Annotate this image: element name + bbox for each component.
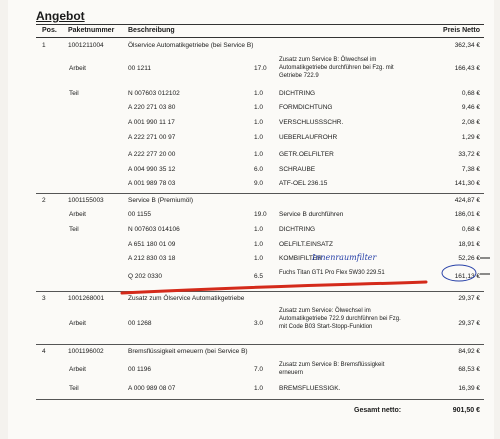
- item-row: [36, 90, 484, 100]
- item-menge: 1.0: [254, 119, 264, 126]
- item-netto: 9,46 €: [461, 104, 480, 111]
- item-nr: A 222 277 20 00: [128, 151, 176, 158]
- item-nr: A 001 989 78 03: [128, 180, 176, 187]
- item-netto: 186,01 €: [454, 211, 480, 218]
- position-netto: 84,92 €: [458, 348, 480, 355]
- item-text: Zusatz zum Service B: Bremsflüssigkeit erneuern: [279, 362, 385, 376]
- position-row: [36, 197, 484, 207]
- item-nr: A 222 271 00 97: [128, 134, 176, 141]
- item-row: [36, 56, 484, 82]
- item-netto: 1,29 €: [461, 134, 480, 141]
- item-row: [36, 166, 484, 176]
- item-row: [36, 226, 484, 236]
- item-text: DICHTRING: [279, 226, 316, 233]
- item-menge: 19.0: [254, 211, 267, 218]
- position-desc: Zusatz zum Ölservice Automatikgetriebe: [128, 295, 245, 302]
- item-row: [36, 104, 484, 114]
- divider: [36, 193, 484, 194]
- item-row: [36, 307, 484, 341]
- item-netto: 29,37 €: [458, 320, 480, 327]
- item-menge: 7.0: [254, 366, 264, 373]
- total-row: [36, 405, 484, 417]
- item-netto: 33,72 €: [458, 151, 480, 158]
- item-nr: N 007603 012102: [128, 90, 180, 97]
- header-paketnummer: Paketnummer: [68, 27, 115, 34]
- item-nr: A 651 180 01 09: [128, 241, 176, 248]
- item-row: [36, 255, 484, 265]
- item-netto: 7,38 €: [461, 166, 480, 173]
- item-nr: A 212 830 03 18: [128, 255, 176, 262]
- position-number: 2: [42, 197, 46, 204]
- item-text: DICHTRING: [279, 90, 316, 97]
- item-row: [36, 180, 484, 190]
- position-paket: 1001196002: [68, 348, 104, 355]
- item-menge: 1.0: [254, 226, 264, 233]
- divider: [36, 291, 484, 292]
- item-menge: 9.0: [254, 180, 264, 187]
- item-menge: 6.0: [254, 166, 264, 173]
- item-netto: 52,26 €: [458, 255, 480, 262]
- item-art: Arbeit: [69, 65, 86, 72]
- item-netto: 68,53 €: [458, 366, 480, 373]
- item-menge: 1.0: [254, 255, 264, 262]
- item-netto: 2,08 €: [461, 119, 480, 126]
- document-title: Angebot: [36, 9, 85, 23]
- position-netto: 29,37 €: [458, 295, 480, 302]
- item-nr: A 220 271 03 80: [128, 104, 176, 111]
- item-netto: 0,68 €: [461, 226, 480, 233]
- item-menge: 1.0: [254, 90, 264, 97]
- item-row: [36, 241, 484, 251]
- item-netto: 18,91 €: [458, 241, 480, 248]
- item-nr: N 007603 014106: [128, 226, 180, 233]
- position-row: [36, 42, 484, 52]
- item-nr: A 004 990 35 12: [128, 166, 176, 173]
- header-pos: Pos.: [42, 27, 57, 34]
- item-text: UEBERLAUFROHR: [279, 134, 338, 141]
- item-text: GETR.OELFILTER: [279, 151, 334, 158]
- total-label: Gesamt netto:: [354, 407, 402, 414]
- item-netto: 161,13 €: [454, 273, 480, 280]
- item-netto: 166,43 €: [454, 65, 480, 72]
- item-nr: 00 1196: [128, 366, 152, 373]
- item-menge: 1.0: [254, 134, 264, 141]
- item-menge: 1.0: [254, 104, 264, 111]
- header-preis-netto: Preis Netto: [443, 27, 480, 34]
- item-art: Arbeit: [69, 366, 86, 373]
- item-menge: 3.0: [254, 320, 264, 327]
- item-text: KOMBIFILTER: [279, 255, 322, 262]
- item-text: Fuchs Titan GT1 Pro Flex 5W30 229.51: [279, 270, 385, 276]
- item-row: [36, 361, 484, 379]
- item-netto: 141,30 €: [454, 180, 480, 187]
- item-netto: 0,68 €: [461, 90, 480, 97]
- position-row: [36, 295, 484, 305]
- item-row: [36, 119, 484, 129]
- position-number: 1: [42, 42, 46, 49]
- position-row: [36, 348, 484, 358]
- divider: [36, 344, 484, 345]
- item-nr: 00 1155: [128, 211, 152, 218]
- item-nr: Q 202 0330: [128, 273, 162, 280]
- total-value: 901,50 €: [452, 407, 480, 414]
- item-text: FORMDICHTUNG: [279, 104, 333, 111]
- item-row: [36, 211, 484, 221]
- item-menge: 17.0: [254, 65, 267, 72]
- item-art: Teil: [69, 90, 79, 97]
- item-nr: 00 1211: [128, 65, 152, 72]
- position-number: 3: [42, 295, 46, 302]
- item-row: [36, 134, 484, 144]
- table-header: [36, 24, 484, 38]
- item-text: VERSCHLUSSSCHR.: [279, 119, 344, 126]
- position-netto: 362,34 €: [454, 42, 480, 49]
- item-art: Teil: [69, 226, 79, 233]
- item-art: Arbeit: [69, 211, 86, 218]
- item-nr: A 000 989 08 07: [128, 385, 176, 392]
- item-art: Teil: [69, 385, 79, 392]
- item-row: [36, 151, 484, 161]
- position-paket: 1001268001: [68, 295, 105, 302]
- item-menge: 1.0: [254, 151, 264, 158]
- divider: [36, 399, 484, 400]
- item-nr: A 001 990 11 17: [128, 119, 175, 126]
- item-text: BREMSFLUESSIGK.: [279, 385, 341, 392]
- position-paket: 1001211004: [68, 42, 104, 49]
- item-row: [36, 269, 484, 289]
- position-netto: 424,87 €: [454, 197, 480, 204]
- item-text: OELFILT.EINSATZ: [279, 241, 333, 248]
- handwritten-annotation: Innenraumfilter: [312, 253, 377, 262]
- position-paket: 1001155003: [68, 197, 104, 204]
- item-text: SCHRAUBE: [279, 166, 316, 173]
- item-text: Service B durchführen: [279, 211, 344, 218]
- item-text: Zusatz zum Service: Ölwechsel im Automatikgetriebe 722.9 durchführen bei Fzg. mit Code B03 Start-Stopp-Funktion: [279, 308, 401, 330]
- item-menge: 1.0: [254, 385, 264, 392]
- item-art: Arbeit: [69, 320, 86, 327]
- position-desc: Bremsflüssigkeit erneuern (bei Service B): [128, 348, 248, 355]
- item-netto: 16,39 €: [458, 385, 480, 392]
- item-text: Zusatz zum Service B: Ölwechsel im Automatikgetriebe durchführen bei Fzg. mit Getriebe 722.9: [279, 57, 394, 79]
- position-desc: Service B (Premiumöl): [128, 197, 194, 204]
- position-desc: Ölservice Automatikgetriebe (bei Service B): [128, 42, 254, 49]
- header-beschreibung: Beschreibung: [128, 27, 175, 34]
- position-number: 4: [42, 348, 46, 355]
- item-text: ATF-OEL 236.15: [279, 180, 328, 187]
- item-menge: 1.0: [254, 241, 264, 248]
- item-nr: 00 1268: [128, 320, 152, 327]
- item-menge: 6.5: [254, 273, 264, 280]
- item-row: [36, 385, 484, 395]
